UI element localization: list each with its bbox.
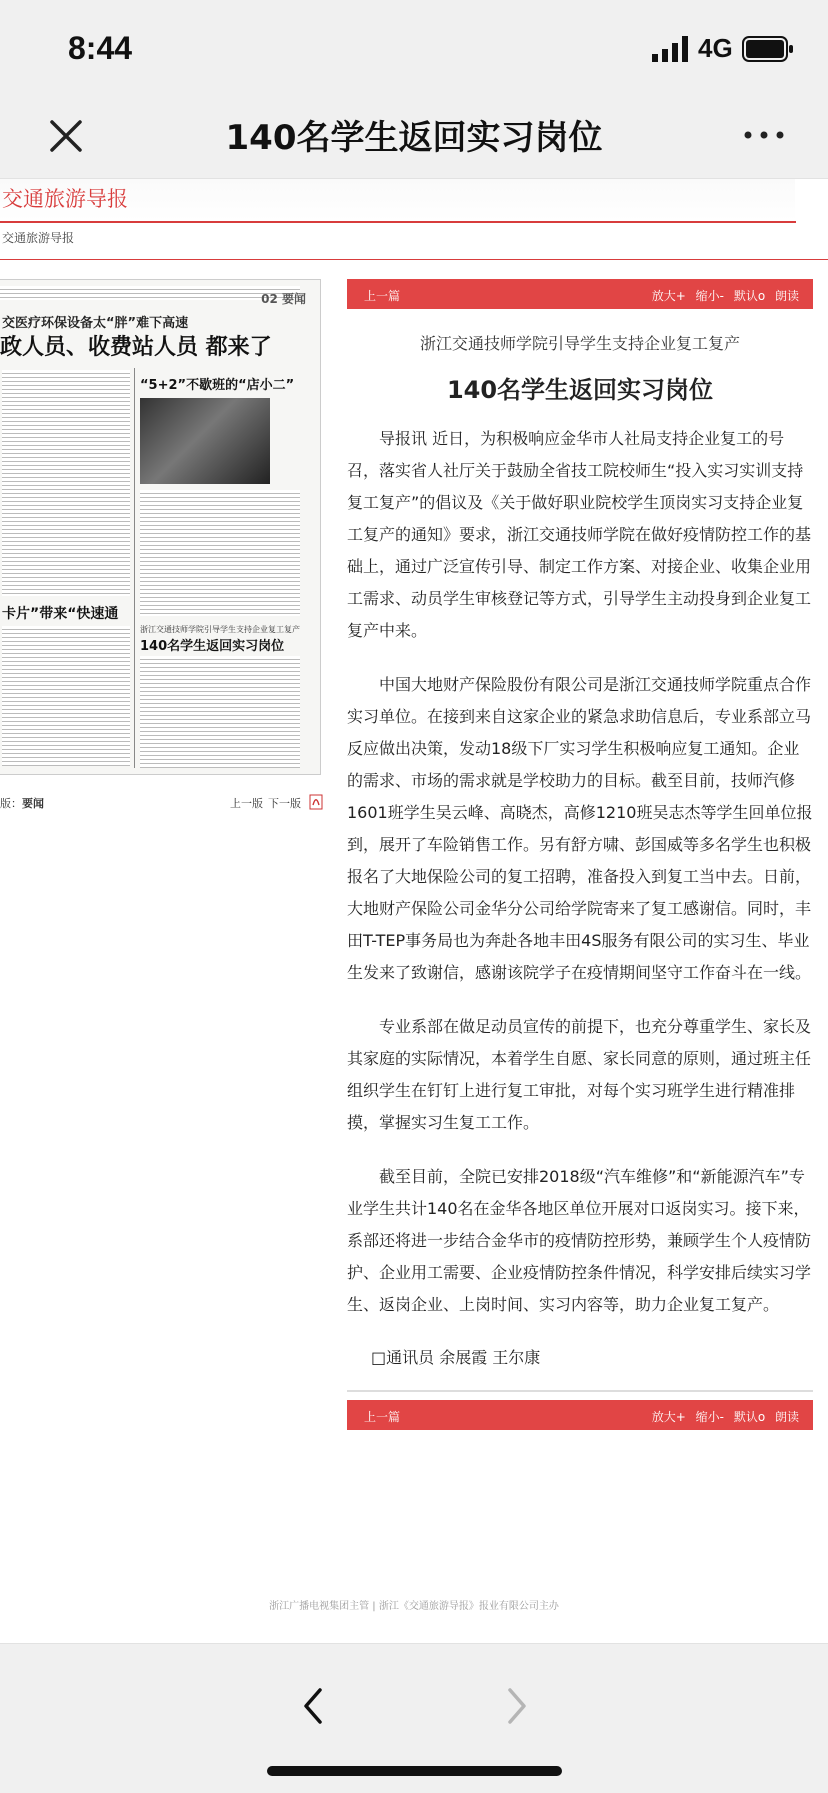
pdf-icon[interactable] <box>309 794 323 810</box>
clock: 8:44 <box>68 30 133 66</box>
thumbnail-article-kicker: 浙江交通技师学院引导学生支持企业复工复产 <box>140 625 300 634</box>
thumbnail-headline-top: 交医疗环保设备太“胖”难下高速 <box>2 316 189 331</box>
thumbnail-lower-headline: 卡片”带来“快速通 <box>2 606 119 622</box>
thumbnail-side-headline: “5+2”不歇班的“店小二” <box>140 378 295 393</box>
article-paragraph: 导报讯 近日，为积极响应金华市人社局支持企业复工的号召，落实省人社厅关于鼓励全省技工院校师生“投入实习实训支持复工复产”的倡议及《关于做好职业院校学生顶岗实习支持企业复工复产的通知》要求，浙江交通技师学院在做好疫情防控工作的基础上，通过广泛宣传引导、制定工作方案、对接企业、收集企业用工需求、动员学生审核登记等方式，引导学生主动投身到企业复工复产中来。 <box>347 429 812 640</box>
newspaper-name[interactable]: 交通旅游导报 <box>0 179 795 221</box>
close-icon[interactable] <box>44 114 88 158</box>
more-options-icon[interactable] <box>740 120 788 150</box>
page-thumbnail[interactable] <box>0 279 321 775</box>
thumbnail-photo <box>140 398 270 484</box>
back-arrow-icon[interactable] <box>298 1684 328 1728</box>
thumbnail-edition: 02 要闻 <box>261 292 306 306</box>
article-toolbar-top <box>347 279 813 309</box>
edition-name: 要闻 <box>22 797 44 810</box>
header-divider <box>0 221 796 223</box>
thumbnail-headline-main: 政人员、收费站人员 都来了 <box>0 335 272 360</box>
signal-icon <box>652 36 692 62</box>
previous-article-link[interactable]: 上一篇 <box>364 289 401 303</box>
network-type: 4G <box>698 33 733 63</box>
article-title: 140名学生返回实习岗位 <box>446 376 714 404</box>
read-aloud-button[interactable]: 朗读 <box>774 289 799 303</box>
default-size-button[interactable]: 默认o <box>733 1410 766 1424</box>
thumbnail-article-headline: 140名学生返回实习岗位 <box>140 639 285 654</box>
forward-arrow-icon[interactable] <box>502 1684 532 1728</box>
edition-label: 版：要闻 <box>0 797 44 810</box>
page-title: 140名学生返回实习岗位 <box>225 118 603 158</box>
status-bar <box>0 0 828 100</box>
newspaper-subline: 交通旅游导报 <box>2 231 75 245</box>
zoom-in-button[interactable]: 放大+ <box>651 289 686 303</box>
read-aloud-button[interactable]: 朗读 <box>774 1410 799 1424</box>
article-paragraph: 截至目前，全院已安排2018级“汽车维修”和“新能源汽车”专业学生共计140名在金华各地区单位开展对口返岗实习。接下来，系部还将进一步结合金华市的疫情防控形势，兼顾学生个人疫情防护、企业用工需要、企业疫情防控条件情况，科学安排后续实习学生、返岗企业、上岗时间、实习内容等，助力企业复工复产。 <box>347 1167 812 1314</box>
zoom-out-button[interactable]: 缩小- <box>695 289 724 303</box>
default-size-button[interactable]: 默认o <box>733 289 766 303</box>
browser-bottom-bar <box>0 1643 828 1793</box>
navigation-bar <box>0 100 828 179</box>
article <box>347 279 813 1430</box>
article-paragraph: 中国大地财产保险股份有限公司是浙江交通技师学院重点合作实习单位。在接到来自这家企业的紧急求助信息后，专业系部立马反应做出决策，发动18级下厂实习学生积极响应复工通知。企业的需求、市场的需求就是学校助力的目标。截至目前，技师汽修1601班学生吴云峰、高晓杰，高修1210班吴志杰等学生回单位报到，展开了车险销售工作。另有舒方啸、彭国威等多名学生也积极报名了大地保险公司的复工招聘，准备投入到复工当中去。日前，大地财产保险公司金华分公司给学院寄来了复工感谢信。同时，丰田T-TEP事务局也为奔赴各地丰田4S服务有限公司的实习生、毕业生发来了致谢信，感谢该院学子在疫情期间坚守工作奋斗在一线。 <box>347 675 813 982</box>
previous-page-link[interactable]: 上一版 <box>230 797 263 810</box>
battery-icon <box>742 36 794 62</box>
web-content[interactable] <box>0 179 828 1643</box>
article-kicker: 浙江交通技师学院引导学生支持企业复工复产 <box>419 334 740 353</box>
article-toolbar-bottom <box>347 1400 813 1430</box>
zoom-out-button[interactable]: 缩小- <box>695 1410 724 1424</box>
next-page-link[interactable]: 下一版 <box>268 797 301 810</box>
home-indicator[interactable] <box>267 1766 562 1776</box>
article-byline: □通讯员 余展霞 王尔康 <box>371 1348 541 1367</box>
site-footer: 浙江广播电视集团主管 | 浙江《交通旅游导报》报业有限公司主办 <box>269 1601 559 1612</box>
article-paragraph: 专业系部在做足动员宣传的前提下，也充分尊重学生、家长及其家庭的实际情况，本着学生自愿、家长同意的原则，通过班主任组织学生在钉钉上进行复工审批，对每个实习班学生进行精准排摸，掌握实习生复工工作。 <box>347 1017 812 1132</box>
header-divider-thin <box>0 259 828 260</box>
article-divider <box>347 1390 813 1392</box>
page-navigation <box>0 791 320 815</box>
zoom-in-button[interactable]: 放大+ <box>651 1410 686 1424</box>
previous-article-link[interactable]: 上一篇 <box>364 1410 401 1424</box>
